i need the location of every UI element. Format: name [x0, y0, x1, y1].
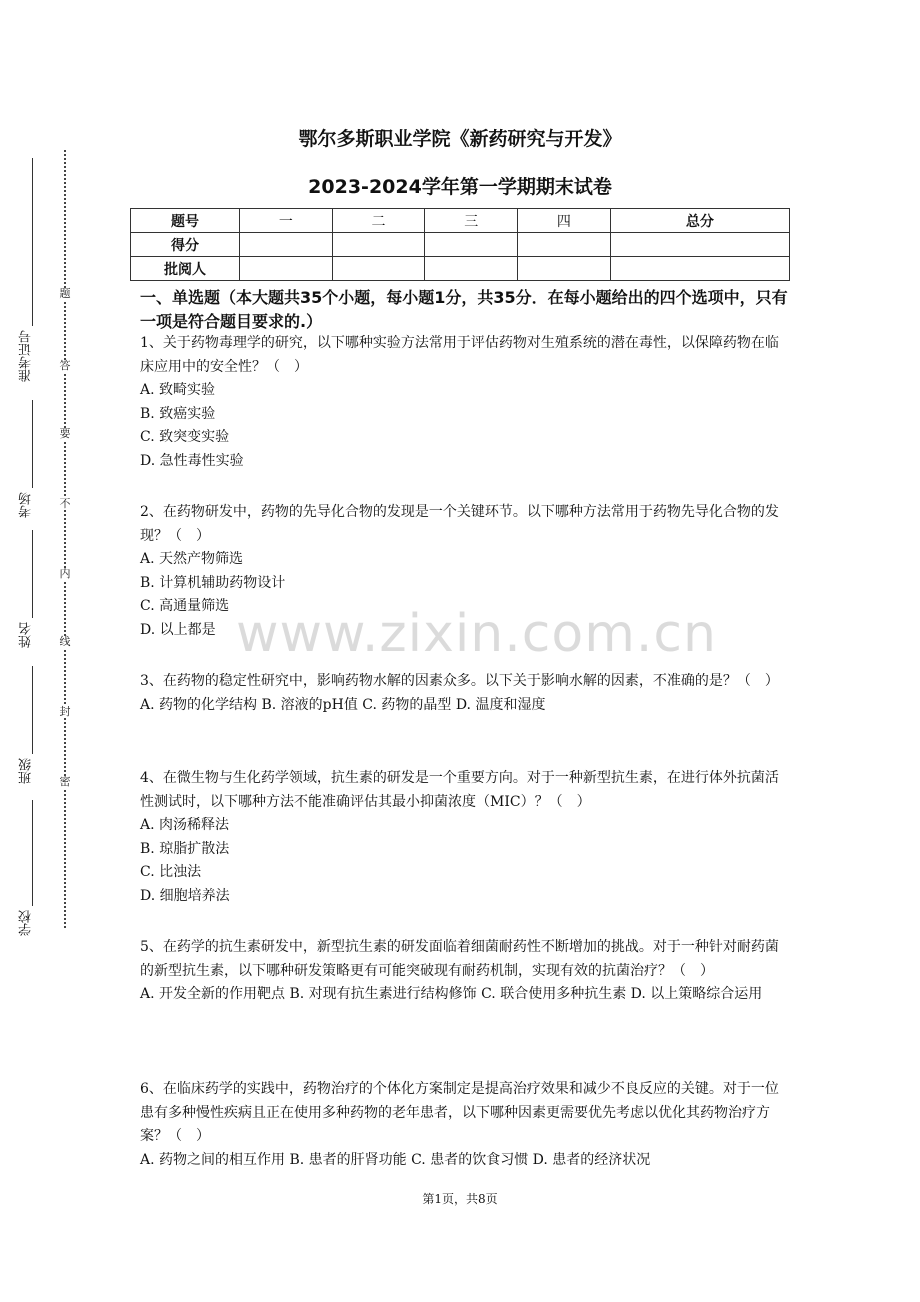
option-d[interactable]: D. 急性毒性实验 [140, 452, 244, 469]
inline-options[interactable]: A. 药物的化学结构 B. 溶液的pH值 C. 药物的晶型 D. 温度和湿度 [140, 696, 546, 713]
blank-school[interactable] [32, 800, 33, 906]
blank-exam-room[interactable] [32, 400, 33, 488]
option-d[interactable]: D. 以上都是 [140, 621, 216, 638]
option-b[interactable]: B. 致癌实验 [140, 405, 216, 422]
option-a[interactable]: A. 致畸实验 [140, 382, 216, 398]
margin-word: 答 [59, 359, 71, 372]
column-header: 三 [425, 209, 518, 233]
question-stem: 6、在临床药学的实践中，药物治疗的个体化方案制定是提高治疗效果和减少不良反应的关键。对于一位患有多种慢性疾病且正在使用多种药物的老年患者，以下哪种因素更需要优先考虑以优化其药物治疗方案？（ ） [140, 1081, 779, 1144]
inline-options[interactable]: A. 药物之间的相互作用 B. 患者的肝肾功能 C. 患者的饮食习惯 D. 患者的经济状况 [140, 1151, 651, 1168]
inline-options[interactable]: A. 开发全新的作用靶点 B. 对现有抗生素进行结构修饰 C. 联合使用多种抗生素 D. 以上策略综合运用 [140, 986, 763, 1002]
question-stem: 2、在药物研发中，药物的先导化合物的发现是一个关键环节。以下哪种方法常用于药物先导化合物的发现？（ ） [140, 504, 779, 544]
option-d[interactable]: D. 细胞培养法 [140, 887, 230, 904]
question-5 [140, 936, 785, 1007]
grader-cell[interactable] [240, 257, 333, 281]
margin-word: 封 [59, 705, 71, 718]
margin-word: 要 [59, 427, 71, 440]
row-label-grader: 批阅人 [131, 257, 240, 281]
label-exam-room: 考场 [19, 492, 34, 518]
grader-cell[interactable] [332, 257, 425, 281]
question-stem: 1、关于药物毒理学的研究，以下哪种实验方法常用于评估药物对生殖系统的潜在毒性，以保障药物在临床应用中的安全性？（ ） [140, 335, 779, 375]
column-header: 二 [332, 209, 425, 233]
option-a[interactable]: A. 天然产物筛选 [140, 551, 244, 567]
header-label: 题号 [131, 209, 240, 233]
exam-subtitle: 2023-2024学年第一学期期末试卷 [308, 176, 612, 198]
question-stem: 4、在微生物与生化药学领域，抗生素的研发是一个重要方向。对于一种新型抗生素，在进行体外抗菌活性测试时，以下哪种方法不能准确评估其最小抑菌浓度（MIC）？（ ） [140, 770, 779, 810]
label-name: 姓名 [19, 622, 34, 648]
margin-word: 题 [59, 287, 71, 300]
blank-class[interactable] [32, 666, 33, 754]
margin-word: 不 [59, 497, 71, 510]
margin-word: 线 [59, 635, 71, 648]
score-cell[interactable] [610, 233, 789, 257]
binding-dotted-line [64, 150, 66, 928]
score-table-header-row [131, 209, 790, 233]
label-class: 班级 [19, 758, 34, 784]
grader-cell[interactable] [518, 257, 611, 281]
label-exam-number: 准考证号 [19, 330, 34, 382]
score-cell[interactable] [518, 233, 611, 257]
question-3 [140, 670, 785, 717]
row-label-score: 得分 [131, 233, 240, 257]
exam-title: 鄂尔多斯职业学院《新药研究与开发》 [298, 128, 622, 150]
grader-cell[interactable] [610, 257, 789, 281]
column-header: 一 [240, 209, 333, 233]
question-1 [140, 332, 785, 473]
section-heading: 一、单选题（本大题共35个小题，每小题1分，共35分．在每小题给出的四个选项中，只有一项是符合题目要求的.） [140, 288, 788, 331]
blank-exam-number[interactable] [32, 158, 33, 326]
option-c[interactable]: C. 比浊法 [140, 864, 202, 880]
column-header: 总分 [610, 209, 789, 233]
option-c[interactable]: C. 高通量筛选 [140, 598, 230, 614]
page-footer: 第1页，共8页 [422, 1192, 498, 1206]
score-cell[interactable] [332, 233, 425, 257]
option-b[interactable]: B. 计算机辅助药物设计 [140, 574, 286, 591]
grader-row [131, 257, 790, 281]
score-cell[interactable] [425, 233, 518, 257]
score-table [130, 208, 790, 281]
score-row [131, 233, 790, 257]
option-a[interactable]: A. 肉汤稀释法 [140, 817, 230, 833]
option-c[interactable]: C. 致突变实验 [140, 429, 230, 445]
grader-cell[interactable] [425, 257, 518, 281]
column-header: 四 [518, 209, 611, 233]
label-school: 学校 [19, 910, 34, 936]
blank-name[interactable] [32, 530, 33, 618]
option-b[interactable]: B. 琼脂扩散法 [140, 840, 230, 857]
margin-word: 密 [59, 775, 71, 788]
watermark-text: www.zixin.com.cn [236, 604, 717, 664]
question-4 [140, 767, 785, 908]
question-6 [140, 1078, 785, 1172]
question-stem: 3、在药物的稳定性研究中，影响药物水解的因素众多。以下关于影响水解的因素，不准确的是？（ ） [140, 673, 779, 689]
score-cell[interactable] [240, 233, 333, 257]
question-stem: 5、在药学的抗生素研发中，新型抗生素的研发面临着细菌耐药性不断增加的挑战。对于一种针对耐药菌的新型抗生素，以下哪种研发策略更有可能突破现有耐药机制，实现有效的抗菌治疗？（ ） [140, 939, 779, 979]
margin-word: 内 [59, 567, 71, 580]
